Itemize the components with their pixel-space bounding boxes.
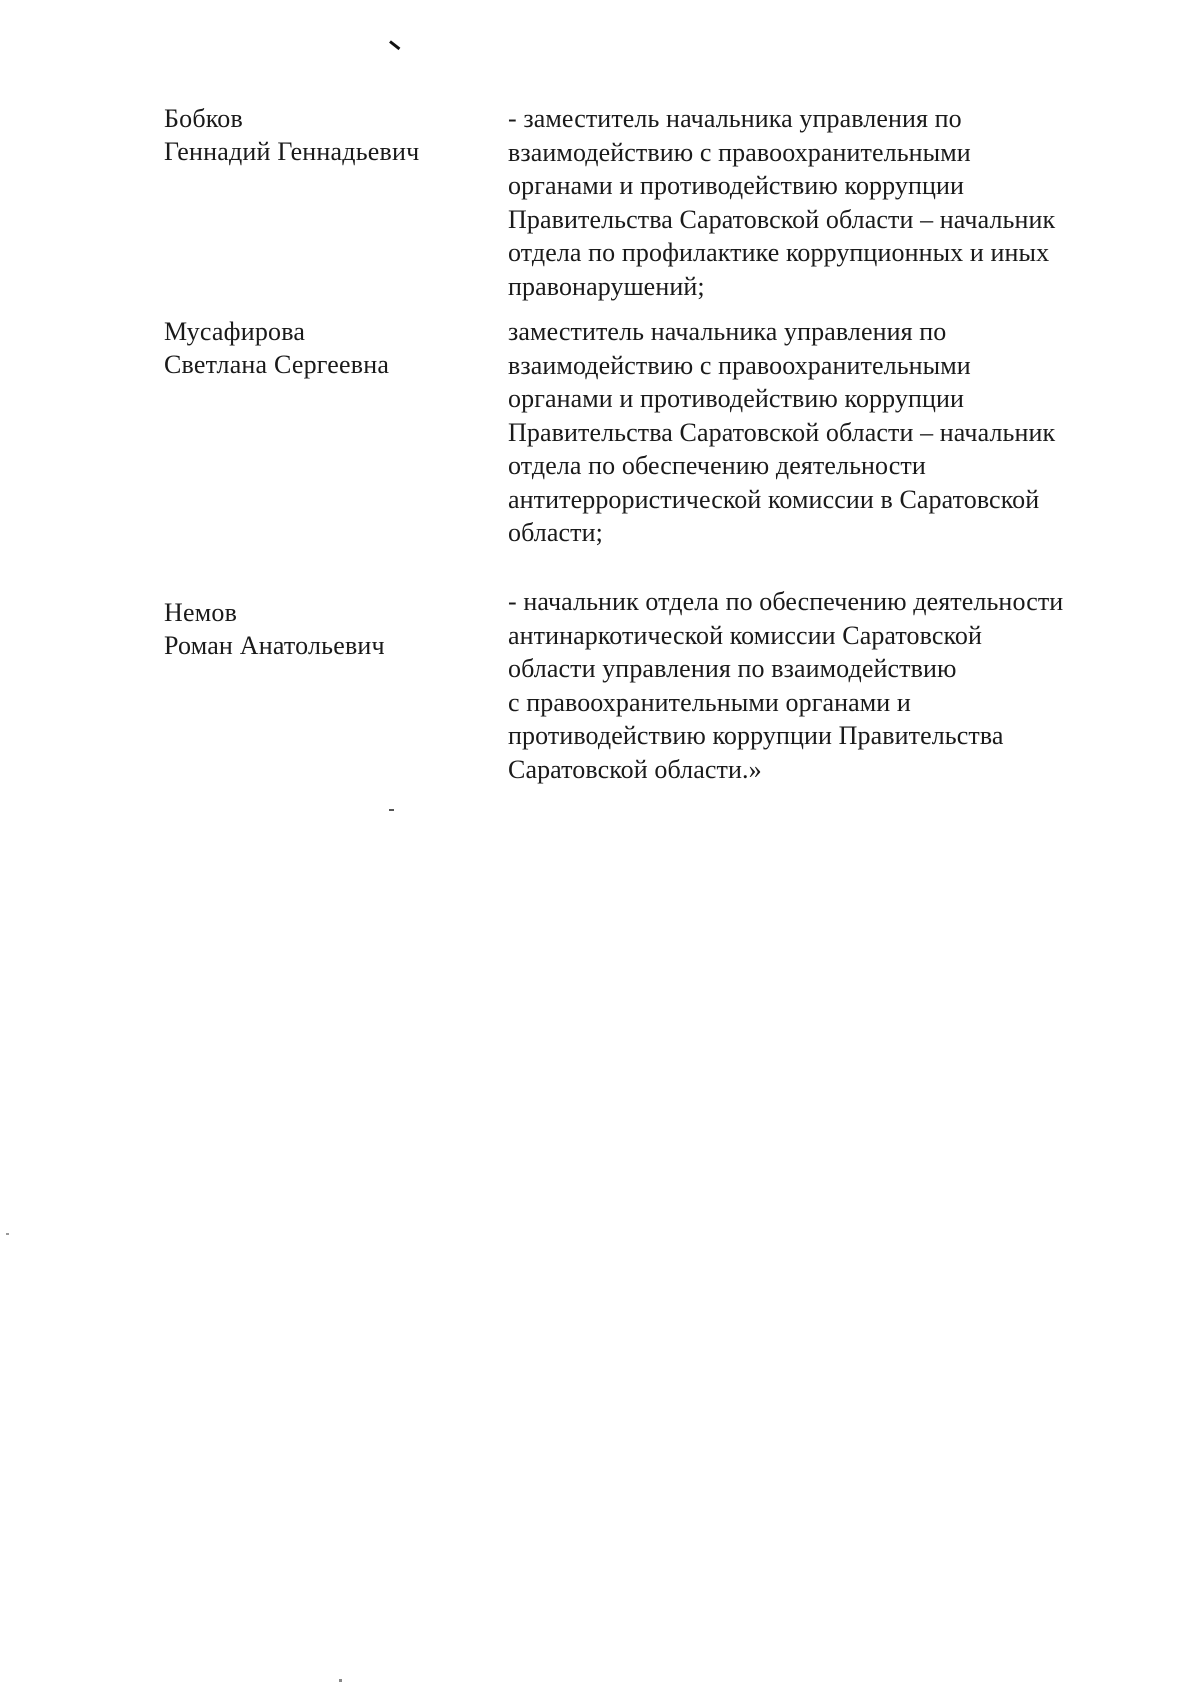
position-line: области управления по взаимодействию xyxy=(508,654,957,683)
position-line: отдела по профилактике коррупционных и иных xyxy=(508,238,1050,267)
position-line: правонарушений; xyxy=(508,271,705,301)
position-line: органами и противодействию коррупции xyxy=(508,384,965,413)
position-line: с правоохранительными органами и xyxy=(508,687,911,717)
position-line: - заместитель начальника управления по xyxy=(508,104,962,133)
scan-speck xyxy=(339,1679,342,1682)
position-line: взаимодействию с правоохранительными xyxy=(508,137,971,167)
position-line: Правительства Саратовской области – начальник xyxy=(508,204,1056,234)
member-position xyxy=(508,102,1148,303)
scan-mark xyxy=(389,40,400,50)
position-line: органами и противодействию коррупции xyxy=(508,171,965,200)
member-name xyxy=(164,102,494,168)
position-line: отдела по обеспечению деятельности xyxy=(508,451,926,480)
position-line: заместитель начальника управления по xyxy=(508,317,947,346)
member-surname: Бобков xyxy=(164,104,243,133)
position-line: Саратовской области.» xyxy=(508,754,762,784)
member-surname: Немов xyxy=(164,598,238,627)
member-given-names: Роман Анатольевич xyxy=(164,631,385,660)
member-surname: Мусафирова xyxy=(164,317,306,346)
position-line: антитеррористической комиссии в Саратовской xyxy=(508,484,1040,514)
position-line: взаимодействию с правоохранительными xyxy=(508,350,971,380)
scan-speck xyxy=(389,809,394,811)
member-given-names: Светлана Сергеевна xyxy=(164,350,390,379)
position-line: Правительства Саратовской области – начальник xyxy=(508,417,1056,447)
member-position xyxy=(508,585,1148,786)
member-name xyxy=(164,315,494,381)
member-name xyxy=(164,596,494,662)
member-given-names: Геннадий Геннадьевич xyxy=(164,137,420,166)
scan-speck xyxy=(6,1233,9,1235)
position-line: - начальник отдела по обеспечению деятельности xyxy=(508,587,1064,616)
position-line: антинаркотической комиссии Саратовской xyxy=(508,620,983,650)
member-position xyxy=(508,315,1148,550)
position-line: противодействию коррупции Правительства xyxy=(508,721,1004,750)
position-line: области; xyxy=(508,518,603,547)
